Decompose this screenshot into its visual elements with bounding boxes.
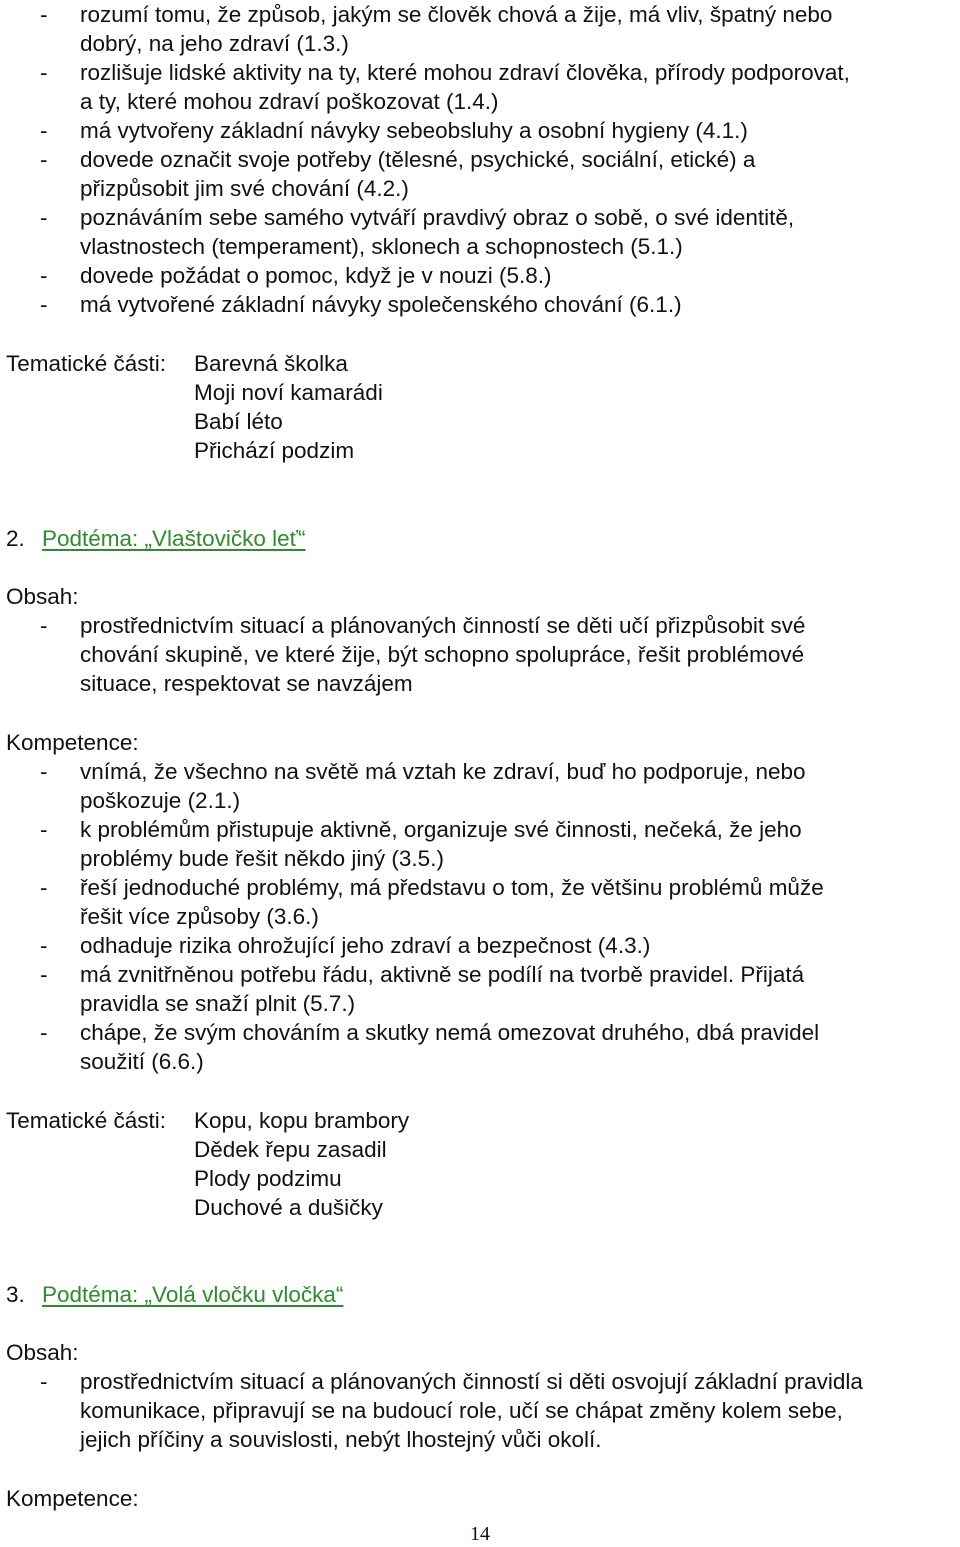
content-label: Obsah: (6, 584, 79, 609)
list-item-text: prostřednictvím situací a plánovaných činností se děti učí přizpůsobit své (80, 613, 806, 638)
section-number: 2. (6, 526, 25, 551)
theme-item: Dědek řepu zasadil (194, 1137, 387, 1162)
content-label: Obsah: (6, 1340, 79, 1365)
list-item-text: pravidla se snaží plnit (5.7.) (80, 991, 356, 1016)
theme-item: Plody podzimu (194, 1166, 342, 1191)
theme-item: Moji noví kamarádi (194, 380, 383, 405)
list-item-text: dovede označit svoje potřeby (tělesné, psychické, sociální, etické) a (80, 147, 756, 172)
theme-item: Barevná školka (194, 351, 348, 376)
list-item-text: má vytvořené základní návyky společenského chování (6.1.) (80, 292, 682, 317)
list-item-text: rozumí tomu, že způsob, jakým se člověk chová a žije, má vliv, špatný nebo (80, 2, 833, 27)
themes-label: Tematické části: (6, 1108, 167, 1133)
section-number: 3. (6, 1282, 25, 1307)
theme-item: Duchové a dušičky (194, 1195, 383, 1220)
bullet-dash: - (40, 60, 48, 85)
section-title: Podtéma: „Volá vločku vločka“ (42, 1282, 344, 1307)
list-item-text: situace, respektovat se navzájem (80, 671, 413, 696)
bullet-dash: - (40, 263, 48, 288)
bullet-dash: - (40, 933, 48, 958)
list-item-text: vnímá, že všechno na světě má vztah ke zdraví, buď ho podporuje, nebo (80, 759, 806, 784)
section-title: Podtéma: „Vlaštovičko leť“ (42, 526, 306, 551)
bullet-dash: - (40, 147, 48, 172)
theme-item: Babí léto (194, 409, 283, 434)
list-item-text: poznáváním sebe samého vytváří pravdivý obraz o sobě, o své identitě, (80, 205, 795, 230)
bullet-dash: - (40, 613, 48, 638)
bullet-dash: - (40, 817, 48, 842)
bullet-dash: - (40, 118, 48, 143)
bullet-dash: - (40, 205, 48, 230)
list-item-text: řešit více způsoby (3.6.) (80, 904, 319, 929)
theme-item: Přichází podzim (194, 438, 355, 463)
themes-label: Tematické části: (6, 351, 167, 376)
list-item-text: odhaduje rizika ohrožující jeho zdraví a bezpečnost (4.3.) (80, 933, 651, 958)
list-item-text: prostřednictvím situací a plánovaných činností si děti osvojují základní pravidla (80, 1369, 863, 1394)
competence-label: Kompetence: (6, 730, 139, 755)
bullet-dash: - (40, 875, 48, 900)
list-item-text: a ty, které mohou zdraví poškozovat (1.4.) (80, 89, 499, 114)
list-item-text: komunikace, připravují se na budoucí role, učí se chápat změny kolem sebe, (80, 1398, 843, 1423)
list-item-text: jejich příčiny a souvislosti, nebýt lhostejný vůči okolí. (80, 1427, 602, 1452)
list-item-text: rozlišuje lidské aktivity na ty, které mohou zdraví člověka, přírody podporovat, (80, 60, 850, 85)
list-item-text: soužití (6.6.) (80, 1049, 204, 1074)
list-item-text: dobrý, na jeho zdraví (1.3.) (80, 31, 349, 56)
list-item-text: dovede požádat o pomoc, když je v nouzi (5.8.) (80, 263, 552, 288)
bullet-dash: - (40, 292, 48, 317)
bullet-dash: - (40, 1020, 48, 1045)
list-item-text: má vytvořeny základní návyky sebeobsluhy a osobní hygieny (4.1.) (80, 118, 748, 143)
competence-label: Kompetence: (6, 1486, 139, 1511)
bullet-dash: - (40, 962, 48, 987)
list-item-text: má zvnitřněnou potřebu řádu, aktivně se podílí na tvorbě pravidel. Přijatá (80, 962, 805, 987)
theme-item: Kopu, kopu brambory (194, 1108, 410, 1133)
bullet-dash: - (40, 2, 48, 27)
page-number: 14 (470, 1523, 490, 1545)
list-item-text: chápe, že svým chováním a skutky nemá omezovat druhého, dbá pravidel (80, 1020, 820, 1045)
list-item-text: k problémům přistupuje aktivně, organizuje své činnosti, nečeká, že jeho (80, 817, 802, 842)
list-item-text: přizpůsobit jim své chování (4.2.) (80, 176, 409, 201)
list-item-text: vlastnostech (temperament), sklonech a schopnostech (5.1.) (80, 234, 683, 259)
list-item-text: chování skupině, ve které žije, být schopno spolupráce, řešit problémové (80, 642, 805, 667)
list-item-text: řeší jednoduché problémy, má představu o tom, že většinu problémů může (80, 875, 824, 900)
list-item-text: problémy bude řešit někdo jiný (3.5.) (80, 846, 444, 871)
bullet-dash: - (40, 1369, 48, 1394)
bullet-dash: - (40, 759, 48, 784)
list-item-text: poškozuje (2.1.) (80, 788, 241, 813)
